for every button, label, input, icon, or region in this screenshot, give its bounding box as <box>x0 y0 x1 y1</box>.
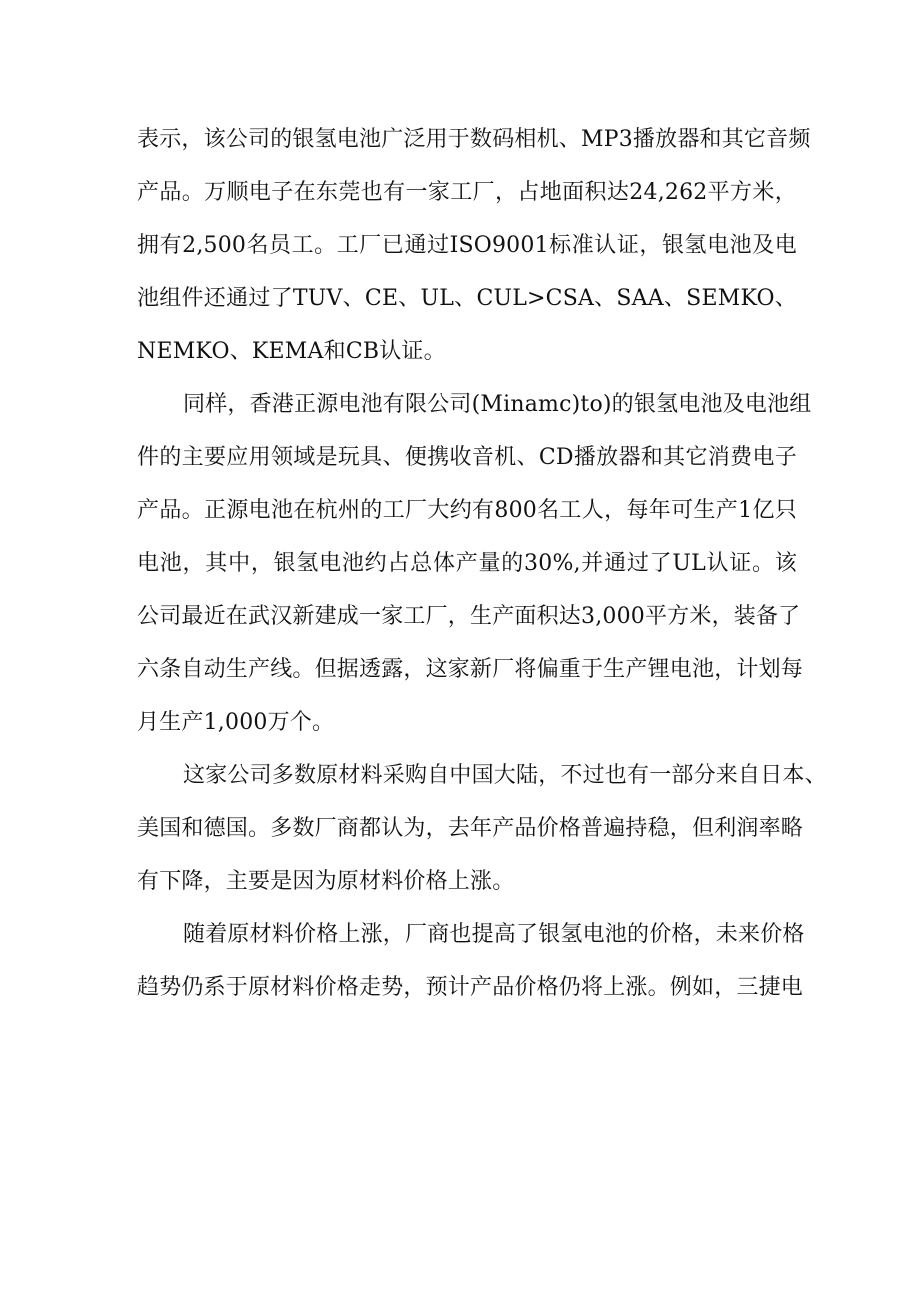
text-line: 件的主要应用领域是玩具、便携收音机、CD播放器和其它消费电子 <box>137 445 797 470</box>
paragraph-3 <box>137 749 827 908</box>
paragraph-4 <box>137 908 805 1014</box>
text-line: 有下降，主要是因为原材料价格上涨。 <box>137 869 515 894</box>
text-line: 池组件还通过了TUV、CE、UL、CUL>CSA、SAA、SEMKO、 <box>137 286 797 311</box>
text-line: 表示，该公司的银氢电池广泛用于数码相机、MP3播放器和其它音频 <box>137 127 811 152</box>
text-line: NEMKO、KEMA和CB认证。 <box>137 339 446 364</box>
text-line: 同样，香港正源电池有限公司(Minamc)to)的银氢电池及电池组 <box>183 392 812 417</box>
text-line: 美国和德国。多数厂商都认为，去年产品价格普遍持稳，但利润率略 <box>137 816 804 841</box>
text-line: 电池，其中，银氢电池约占总体产量的30%,并通过了UL认证。该 <box>137 551 797 576</box>
text-line: 随着原材料价格上涨，厂商也提高了银氢电池的价格，未来价格 <box>183 922 805 947</box>
text-line: 这家公司多数原材料采购自中国大陆，不过也有一部分来自日本、 <box>183 763 827 788</box>
text-line: 拥有2,500名员工。工厂已通过ISO9001标准认证，银氢电池及电 <box>137 233 797 258</box>
text-line: 六条自动生产线。但据透露，这家新厂将偏重于生产锂电池，计划每 <box>137 657 804 682</box>
paragraph-1 <box>137 113 811 378</box>
text-line: 月生产1,000万个。 <box>137 710 335 735</box>
text-line: 产品。正源电池在杭州的工厂大约有800名工人，每年可生产1亿只 <box>137 498 797 523</box>
text-line: 趋势仍系于原材料价格走势，预计产品价格仍将上涨。例如，三捷电 <box>137 975 804 1000</box>
text-line: 公司最近在武汉新建成一家工厂，生产面积达3,000平方米，装备了 <box>137 604 801 629</box>
document-body <box>137 113 827 1014</box>
paragraph-2 <box>137 378 812 749</box>
text-line: 产品。万顺电子在东莞也有一家工厂，占地面积达24,262平方米， <box>137 180 797 205</box>
